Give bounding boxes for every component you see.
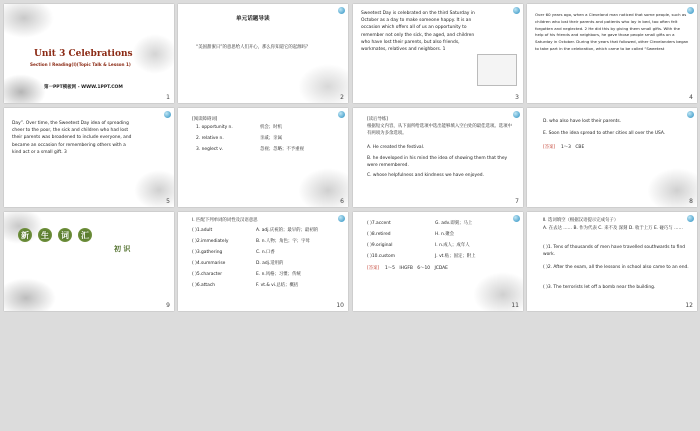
- match-word: ( )6.attach: [192, 283, 216, 288]
- answer-label: [答案]: [543, 145, 556, 150]
- exercise-heading: Ⅰ. 匹配下列单词的词性及汉语意思: [192, 218, 258, 223]
- answer-text: 1～3 CBE: [561, 145, 585, 150]
- slide-number: 6: [340, 198, 344, 205]
- vocab-word: 1. opportunity n.: [196, 125, 233, 130]
- slide-thumbnail-11[interactable]: [353, 212, 523, 311]
- option-e: E. Soon the idea spread to other cities all over the USA.: [543, 131, 666, 136]
- vocab-meaning: 忽视；忽略；不予重视: [260, 147, 304, 152]
- match-word: ( )1.adult: [192, 228, 213, 233]
- globe-icon: [164, 111, 171, 118]
- slide-thumbnail-10[interactable]: [178, 212, 348, 311]
- question-3: ( )3. The terrorists let off a bomb near the building.: [543, 285, 656, 290]
- question-2: ( )2. After the exam, all the lessons in school also came to an end.: [543, 265, 689, 270]
- slide-body: Day”. Over time, the Sweetest Day idea of spreading cheer to the poor, the sick and children who had lost their parents was broadened to include everyone, and became an occasion for remembering others with a kind act or a small gift. 3: [12, 121, 132, 155]
- slide-thumbnail-1[interactable]: [4, 4, 174, 103]
- slide-body: Over 60 years ago, when a Cleveland man noticed that some people, such as children who lost their parents and patients who lay in bed, too often felt forgotten and neglected. 2 He did this by giving them small gifts. With the help of his friends and neighbors, he gave those people small gifts on a Saturday in October. During the years that followed, other Clevelanders began to take part in the celebration, which came to be called “Sweetest: [535, 12, 689, 51]
- slide-number: 5: [166, 198, 170, 205]
- match-word: ( )9.original: [367, 243, 393, 248]
- option-d: D. who also have lost their parents.: [543, 119, 622, 124]
- match-word: ( )5.character: [192, 272, 223, 277]
- match-word: ( )10.custom: [367, 254, 395, 259]
- slide-thumbnail-7[interactable]: [353, 108, 523, 207]
- section-subtitle: 初 识: [114, 244, 131, 253]
- match-meaning: G. adv.即刻；马上: [435, 221, 473, 226]
- question-1: ( )1. Tens of thousands of men have travelled southwards to find work.: [543, 245, 686, 258]
- ink-wash-decoration: [4, 74, 46, 103]
- slide-thumbnail-12[interactable]: [527, 212, 697, 311]
- match-meaning: H. n.聚会: [435, 232, 454, 237]
- slide-number: 9: [166, 302, 170, 309]
- match-meaning: A. adj.庆祝的；最早的；最初的: [256, 228, 319, 233]
- title-character: 生: [38, 228, 52, 242]
- slide-label: [阅读障碍词]: [192, 117, 218, 122]
- slide-number: 12: [685, 302, 693, 309]
- match-word: ( )8.retired: [367, 232, 391, 237]
- globe-icon: [338, 215, 345, 222]
- vocab-meaning: 机会；时机: [260, 125, 282, 130]
- match-word: ( )3.gathering: [192, 250, 223, 255]
- match-meaning: I. n.成人；成年人: [435, 243, 470, 248]
- match-meaning: C. n.口香: [256, 250, 275, 255]
- match-meaning: E. n.风格；习惯；传统: [256, 272, 301, 277]
- slide-number: 8: [689, 198, 693, 205]
- globe-icon: [513, 111, 520, 118]
- match-meaning: F. vt.& vi.总结；概括: [256, 283, 299, 288]
- match-meaning: J. vt.贴；固定；附上: [435, 254, 476, 259]
- globe-icon: [338, 111, 345, 118]
- slide-number: 11: [511, 302, 519, 309]
- globe-icon: [687, 215, 694, 222]
- title-character: 汇: [78, 228, 92, 242]
- answer-text: 1～5 IHGFB 6～10 JCDAE: [385, 266, 448, 271]
- slide-body: Sweetest Day is celebrated on the third Saturday in October as a day to make someone happy. It is an occasion which offers all of us an opportunity to remember not only the sick, the aged, and children who have lost their parents, but also friends, workmates, relatives and neighbors. 1: [361, 11, 475, 53]
- slide-thumbnail-3[interactable]: [353, 4, 523, 103]
- slide-thumbnail-6[interactable]: [178, 108, 348, 207]
- globe-icon: [513, 7, 520, 14]
- ink-wash-decoration: [4, 278, 56, 311]
- site-watermark: 第一PPT模板网 - WWW.1PPT.COM: [44, 85, 123, 90]
- illustration-image: [477, 54, 517, 86]
- slide-subtitle: Section Ⅰ Reading(Ⅰ)(Topic Talk & Lesson 1): [30, 62, 131, 67]
- slide-thumbnail-8[interactable]: [527, 108, 697, 207]
- slide-thumbnail-4[interactable]: [527, 4, 697, 103]
- slide-thumbnail-9[interactable]: [4, 212, 174, 311]
- match-word: ( )4.summarise: [192, 261, 226, 266]
- slide-label: [读后导练]: [367, 117, 388, 122]
- globe-icon: [513, 215, 520, 222]
- slide-number: 7: [515, 198, 519, 205]
- slide-number: 2: [340, 94, 344, 101]
- choice-options: A. 在去达 …… B. 作为代表 C. 来不及 深刻 D. 收于上万 E. 碰巧与 ……: [543, 226, 683, 231]
- match-meaning: D. adj.适用的: [256, 261, 284, 266]
- globe-icon: [687, 111, 694, 118]
- match-meaning: B. n.人物；角色；字；字母: [256, 239, 310, 244]
- slide-title: Unit 3 Celebrations: [34, 49, 133, 59]
- title-character: 词: [58, 228, 72, 242]
- slide-number: 1: [166, 94, 170, 101]
- exercise-heading: Ⅱ. 选词填空（根据汉语提示完成句子）: [543, 218, 619, 223]
- answer-label: [答案]: [367, 266, 380, 271]
- ink-wash-decoration: [132, 34, 174, 74]
- vocab-word: 3. neglect v.: [196, 147, 223, 152]
- vocab-word: 2. relative n.: [196, 136, 224, 141]
- option-c: C. whose helpfulness and kindness we have enjoyed.: [367, 173, 484, 178]
- slide-thumbnail-2[interactable]: [178, 4, 348, 103]
- title-character: 新: [18, 228, 32, 242]
- slide-heading: 单元话题导读: [236, 16, 270, 22]
- instruction-text: 根据短文内容，从下面所给选项中选出能够填入空白处的最佳选项。选项中有两项为多余选项。: [367, 124, 512, 137]
- globe-icon: [338, 7, 345, 14]
- slide-body: “美国甜蜜日”的意思给人们开心，那么你知道它的起源吗？: [196, 45, 311, 50]
- slide-number: 4: [689, 94, 693, 101]
- option-b: B. he developed in his mind the idea of showing them that they were remembered.: [367, 156, 508, 169]
- option-a: A. He created the festival.: [367, 145, 425, 150]
- slide-number: 3: [515, 94, 519, 101]
- slide-thumbnail-5[interactable]: [4, 108, 174, 207]
- slide-number: 10: [336, 302, 344, 309]
- match-word: ( )2.immediately: [192, 239, 229, 244]
- match-word: ( )7.accent: [367, 221, 391, 226]
- vocab-meaning: 亲戚；亲属: [260, 136, 282, 141]
- ink-wash-decoration: [4, 4, 54, 38]
